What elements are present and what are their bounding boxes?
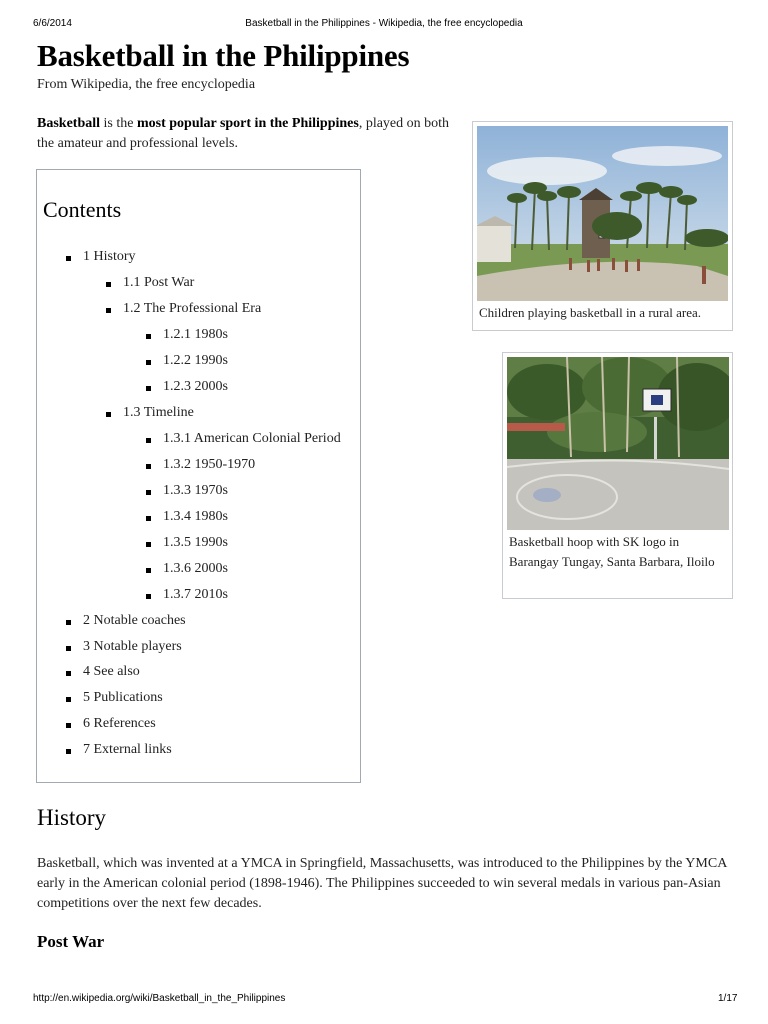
print-title: Basketball in the Philippines - Wikipedia, the free encyclopedia <box>245 18 523 29</box>
section-heading-post-war: Post War <box>37 932 105 951</box>
sk-hoop-photo[interactable] <box>507 357 729 530</box>
intro-text: is the <box>100 116 137 131</box>
toc-title: Contents <box>43 197 122 222</box>
toc-item-colonial-period[interactable]: 1.3.1 American Colonial Period <box>163 431 341 446</box>
rural-basketball-photo[interactable] <box>477 126 728 301</box>
toc-item-pro-1980s[interactable]: 1.2.1 1980s <box>163 327 228 342</box>
intro-paragraph <box>37 114 452 154</box>
figure-sk-hoop <box>502 352 733 599</box>
figure-caption-hoop: Basketball hoop with SK logo in Barangay Tungay, Santa Barbara, Iloilo <box>509 534 715 569</box>
toc-item-notable-coaches[interactable]: 2 Notable coaches <box>83 613 186 628</box>
page-title: Basketball in the Philippines <box>37 38 410 73</box>
table-of-contents <box>36 169 361 783</box>
print-url: http://en.wikipedia.org/wiki/Basketball_in_the_Philippines <box>33 993 286 1004</box>
toc-item-references[interactable]: 6 References <box>83 716 156 731</box>
toc-item-timeline-1980s[interactable]: 1.3.4 1980s <box>163 509 228 524</box>
toc-item-timeline-2010s[interactable]: 1.3.7 2010s <box>163 587 228 602</box>
toc-item-post-war[interactable]: 1.1 Post War <box>123 275 195 290</box>
toc-item-1950-1970[interactable]: 1.3.2 1950-1970 <box>163 457 256 472</box>
print-date: 6/6/2014 <box>33 18 72 29</box>
toc-item-timeline-1990s[interactable]: 1.3.5 1990s <box>163 535 228 550</box>
intro-link-popular-sport[interactable]: most popular sport in the Philippines <box>136 116 359 131</box>
section-heading-history: History <box>37 805 106 830</box>
toc-item-timeline[interactable]: 1.3 Timeline <box>123 405 194 420</box>
toc-item-see-also[interactable]: 4 See also <box>83 664 140 679</box>
toc-item-pro-2000s[interactable]: 1.2.3 2000s <box>163 379 228 394</box>
toc-item-pro-1990s[interactable]: 1.2.2 1990s <box>163 353 228 368</box>
intro-text-rest: , played on both the amateur and professional levels. <box>37 116 450 151</box>
toc-item-external-links[interactable]: 7 External links <box>83 742 172 757</box>
toc-item-timeline-1970s[interactable]: 1.3.3 1970s <box>163 483 228 498</box>
history-paragraph: Basketball, which was invented at a YMCA in Springfield, Massachusetts, was introduced to the Philippines by the YMCA early in the American colonial period (1898-1946). The Philippines succeeded to win several medals in various pan-Asian competitions over the next few decades. <box>37 856 727 911</box>
toc-item-publications[interactable]: 5 Publications <box>83 690 163 705</box>
toc-item-notable-players[interactable]: 3 Notable players <box>83 639 182 654</box>
figure-rural-basketball <box>472 121 733 331</box>
page-tagline: From Wikipedia, the free encyclopedia <box>37 77 256 92</box>
toc-item-timeline-2000s[interactable]: 1.3.6 2000s <box>163 561 228 576</box>
print-page-number: 1/17 <box>718 993 738 1004</box>
intro-bold-term: Basketball <box>37 116 101 131</box>
toc-item-professional-era[interactable]: 1.2 The Professional Era <box>123 301 262 316</box>
figure-caption-rural: Children playing basketball in a rural area. <box>479 305 702 320</box>
toc-item-history[interactable]: 1 History <box>83 249 136 264</box>
